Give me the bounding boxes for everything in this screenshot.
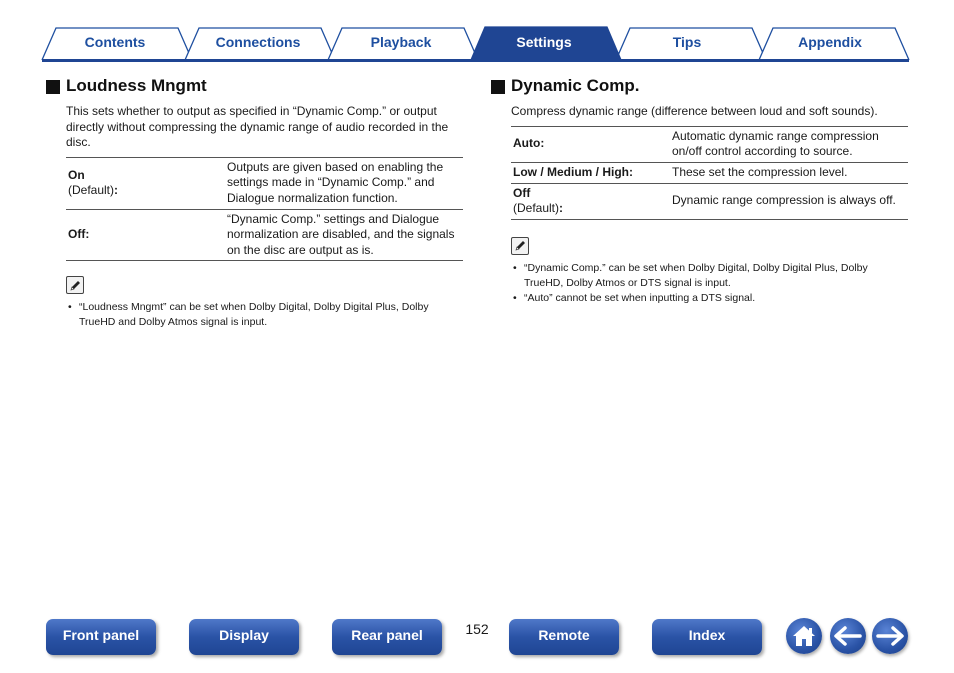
index-button[interactable]: Index [652,619,762,655]
heading-square-icon [491,80,505,94]
table-row [511,183,908,219]
page-number: 152 [465,621,489,637]
option-desc: Outputs are given based on enabling the settings made in “Dynamic Comp.” and Dialogue normalization function. [227,159,444,205]
loudness-notes [66,300,463,330]
option-desc: Automatic dynamic range compression on/off control according to source. [672,128,879,158]
back-button[interactable] [830,618,866,654]
tab-shapes [0,0,954,64]
display-button[interactable]: Display [189,619,299,655]
forward-button[interactable] [872,618,908,654]
table-row [511,126,908,162]
option-auto: Auto: [513,136,545,151]
loudness-options-table [66,157,463,262]
option-on: On [68,167,85,182]
tab-tips[interactable]: Tips [672,34,702,50]
option-levels: Low / Medium / High: [513,164,633,179]
remote-button[interactable]: Remote [509,619,619,655]
table-row [66,157,463,209]
table-row [511,162,908,183]
option-name-cell [66,157,225,209]
list-item: • “Auto” cannot be set when inputting a DTS signal. [511,291,908,306]
option-desc: “Dynamic Comp.” settings and Dialogue normalization are disabled, and the signals on the disc are output as is. [227,211,455,257]
tab-playback[interactable]: Playback [370,34,432,50]
tab-appendix[interactable]: Appendix [798,34,862,50]
option-desc: Dynamic range compression is always off. [672,193,896,208]
top-tab-bar [0,0,954,64]
loudness-section [46,74,463,330]
dynamic-section [491,74,908,306]
dynamic-notes [511,261,908,306]
option-name-cell [511,183,670,219]
option-default: (Default) [513,201,560,215]
tab-contents[interactable]: Contents [84,34,146,50]
home-icon [791,624,817,648]
tab-connections[interactable]: Connections [215,34,301,50]
heading-square-icon [46,80,60,94]
loudness-intro: This sets whether to output as specified in “Dynamic Comp.” or output directly without compressing the dynamic range of audio recorded in the disc. [66,104,449,149]
option-off: Off [513,185,531,200]
rear-panel-button[interactable]: Rear panel [332,619,442,655]
tab-settings[interactable]: Settings [516,34,572,50]
dynamic-heading [491,74,908,98]
dynamic-title: Dynamic Comp. [511,76,640,95]
option-desc: These set the compression level. [672,164,848,179]
table-row [66,209,463,261]
loudness-title: Loudness Mngmt [66,76,207,95]
dynamic-intro: Compress dynamic range (difference between loud and soft sounds). [511,104,878,118]
pencil-icon [511,237,529,255]
option-colon: : [114,183,119,197]
loudness-heading [46,74,463,98]
dynamic-options-table [511,126,908,220]
arrow-left-icon [834,626,862,646]
option-colon: : [559,201,564,215]
list-item: • “Loudness Mngmt” can be set when Dolby Digital, Dolby Digital Plus, Dolby TrueHD and Dolby Atmos signal is input. [66,300,463,330]
pencil-icon [66,276,84,294]
front-panel-button[interactable]: Front panel [46,619,156,655]
home-button[interactable] [786,618,822,654]
option-off: Off: [68,227,90,241]
list-item: • “Dynamic Comp.” can be set when Dolby Digital, Dolby Digital Plus, Dolby TrueHD, Dolby Atmos or DTS signal is input. [511,261,908,291]
arrow-right-icon [876,626,904,646]
option-default: (Default) [68,183,115,197]
